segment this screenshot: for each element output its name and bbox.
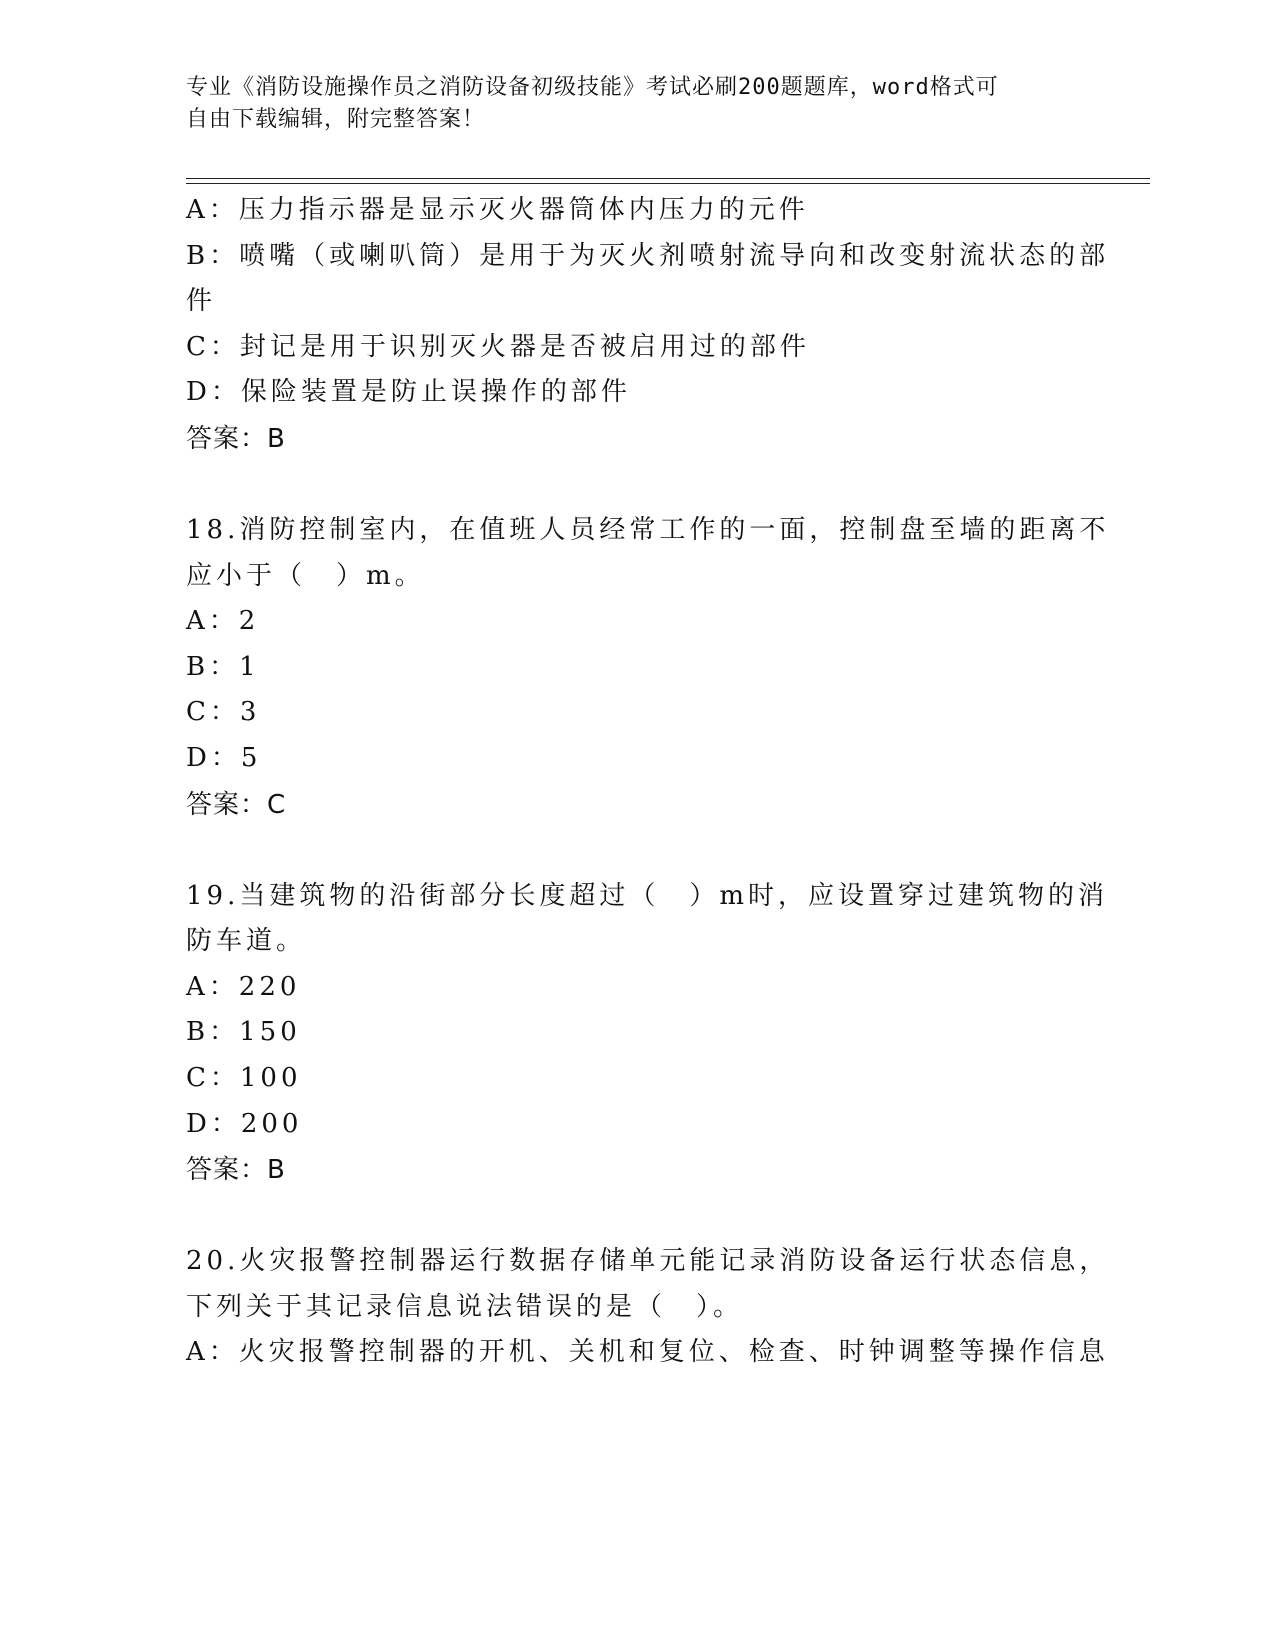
header-divider-bottom <box>186 183 1150 184</box>
option-d: D：保险装置是防止误操作的部件 <box>186 377 631 408</box>
question-text-continued: 下列关于其记录信息说法错误的是（ ）。 <box>186 1291 744 1322</box>
header-line-1: 专业《消防设施操作员之消防设备初级技能》考试必刷200题题库，word格式可 <box>186 75 999 100</box>
header-line-2: 自由下载编辑，附完整答案！ <box>186 107 486 132</box>
option-b-continued: 件 <box>186 286 217 317</box>
question-block <box>186 1239 1110 1376</box>
header-divider-top <box>186 178 1150 179</box>
option-a: A：火灾报警控制器的开机、关机和复位、检查、时钟调整等操作信息 <box>186 1337 1109 1368</box>
option-c: C：3 <box>186 697 261 728</box>
question-text: 20.火灾报警控制器运行数据存储单元能记录消防设备运行状态信息， <box>186 1246 1110 1277</box>
question-text: 19.当建筑物的沿街部分长度超过（ ）m时，应设置穿过建筑物的消 <box>186 880 1109 911</box>
question-block <box>186 188 1110 462</box>
option-c: C：封记是用于识别灭火器是否被启用过的部件 <box>186 331 810 362</box>
question-text-continued: 应小于（ ）m。 <box>186 560 425 591</box>
option-b: B：喷嘴（或喇叭筒）是用于为灭火剂喷射流导向和改变射流状态的部 <box>186 240 1110 271</box>
question-text-continued: 防车道。 <box>186 926 307 957</box>
option-a: A：220 <box>186 971 301 1002</box>
option-a: A：压力指示器是显示灭火器筒体内压力的元件 <box>186 195 809 225</box>
document-header <box>186 72 1066 136</box>
option-b: B：150 <box>186 1017 301 1048</box>
option-b: B：1 <box>186 651 260 682</box>
option-c: C：100 <box>186 1062 302 1093</box>
answer-text: 答案：C <box>186 789 287 820</box>
question-block <box>186 874 1109 1194</box>
option-a: A：2 <box>186 606 260 637</box>
question-block <box>186 508 1110 828</box>
answer-text: 答案：B <box>186 1155 286 1186</box>
option-d: D：5 <box>186 742 262 773</box>
question-text: 18.消防控制室内，在值班人员经常工作的一面，控制盘至墙的距离不 <box>186 514 1110 545</box>
answer-text: 答案：B <box>186 423 286 454</box>
option-d: D：200 <box>186 1108 303 1139</box>
question-list <box>186 188 1110 1376</box>
